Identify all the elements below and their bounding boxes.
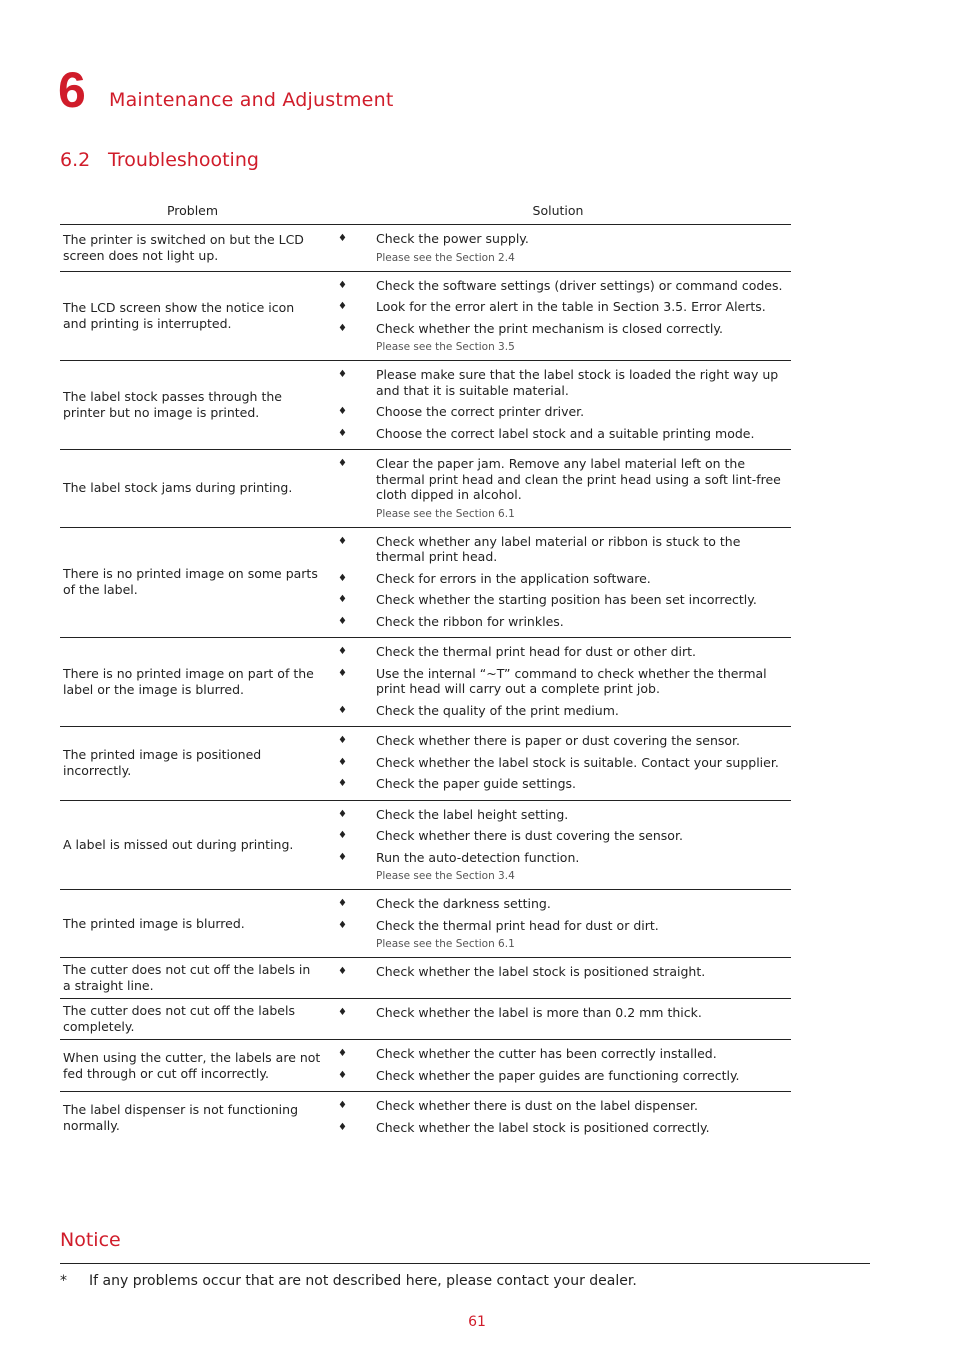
page-number: 61 <box>468 1314 486 1330</box>
diamond-bullet-icon: ♦ <box>338 458 347 469</box>
problem-cell <box>60 1040 325 1091</box>
diamond-bullet-icon: ♦ <box>338 756 347 768</box>
header-solution: Solution <box>532 203 584 218</box>
problem-text: There is no printed image on part of the label or the image is blurred. <box>63 666 314 697</box>
header-problem: Problem <box>166 203 219 218</box>
table-row <box>60 450 791 528</box>
solution-cell <box>325 1092 791 1143</box>
diamond-bullet-icon: ♦ <box>338 369 347 380</box>
table-row <box>60 801 791 891</box>
table-row <box>60 958 791 999</box>
solution-text: Check the ribbon for wrinkles. <box>376 613 564 629</box>
solution-item <box>325 850 791 866</box>
solution-text: Choose the correct printer driver. <box>376 404 585 419</box>
problem-text: A label is missed out during printing. <box>63 836 294 852</box>
solution-item <box>325 321 791 337</box>
problem-cell <box>60 272 325 361</box>
section-reference: Please see the Section 2.4 <box>376 251 515 264</box>
solution-item <box>325 278 791 294</box>
table-row <box>60 999 791 1040</box>
solution-text: Run the auto-detection function. <box>376 849 580 865</box>
section-reference: Please see the Section 6.1 <box>376 507 515 520</box>
solution-item <box>325 666 791 697</box>
solution-item <box>325 828 791 844</box>
problem-cell <box>60 890 325 957</box>
solution-item <box>325 755 791 771</box>
solution-item <box>325 299 791 315</box>
problem-cell <box>60 361 325 449</box>
solution-item <box>325 1046 791 1062</box>
problem-cell <box>60 727 325 800</box>
problem-text: There is no printed image on some parts of the label. <box>63 566 318 598</box>
solution-cell <box>325 801 791 890</box>
solution-item <box>325 733 791 749</box>
notice-item <box>60 1273 637 1289</box>
solution-item <box>325 918 791 934</box>
diamond-bullet-icon: ♦ <box>338 572 347 584</box>
solution-item <box>325 1120 791 1136</box>
solution-cell <box>325 727 791 800</box>
table-row <box>60 638 791 727</box>
solution-text: Check the label height setting. <box>376 806 569 822</box>
table-row <box>60 528 791 639</box>
section-heading <box>60 149 259 171</box>
solution-text: Check whether the print mechanism is closed correctly. <box>376 320 723 336</box>
solution-cell <box>325 958 791 998</box>
diamond-bullet-icon: ♦ <box>338 535 347 547</box>
solution-item <box>325 964 791 980</box>
solution-text: Check whether the paper guides are functioning correctly. <box>376 1067 740 1083</box>
diamond-bullet-icon: ♦ <box>338 1069 347 1081</box>
solution-item <box>325 807 791 823</box>
notice-divider <box>60 1263 870 1264</box>
solution-item <box>325 571 791 587</box>
diamond-bullet-icon: ♦ <box>338 1121 347 1133</box>
solution-item <box>325 592 791 608</box>
solution-cell <box>325 225 791 271</box>
solution-item <box>325 456 791 503</box>
problem-text: The label stock passes through the printer but no image is printed. <box>63 389 282 420</box>
asterisk-mark: * <box>60 1273 67 1289</box>
section-reference: Please see the Section 6.1 <box>376 938 515 950</box>
diamond-bullet-icon: ♦ <box>338 667 347 679</box>
problem-text: The printed image is positioned incorrectly. <box>63 747 262 779</box>
solution-item <box>325 703 791 719</box>
diamond-bullet-icon: ♦ <box>338 233 347 244</box>
diamond-bullet-icon: ♦ <box>338 919 347 931</box>
solution-text: Check whether the starting position has been set incorrectly. <box>376 592 757 607</box>
diamond-bullet-icon: ♦ <box>338 808 347 820</box>
diamond-bullet-icon: ♦ <box>338 898 347 909</box>
solution-text: Check whether the label stock is positioned straight. <box>376 964 706 979</box>
solution-text: Check whether any label material or ribbon is stuck to the thermal print head. <box>376 533 741 564</box>
solution-text: Check whether there is dust on the label dispenser. <box>376 1098 699 1113</box>
problem-text: The printer is switched on but the LCD screen does not light up. <box>63 231 304 263</box>
solution-text: Check whether the label stock is positioned correctly. <box>376 1119 710 1135</box>
problem-cell <box>60 999 325 1039</box>
solution-text: Check the darkness setting. <box>376 896 551 911</box>
solution-text: Check whether the label is more than 0.2 mm thick. <box>376 1005 702 1020</box>
solution-text: Choose the correct label stock and a suitable printing mode. <box>376 425 755 441</box>
diamond-bullet-icon: ♦ <box>338 851 347 863</box>
diamond-bullet-icon: ♦ <box>338 735 347 746</box>
table-row <box>60 1040 791 1092</box>
solution-item <box>325 426 791 442</box>
solution-item <box>325 776 791 792</box>
problem-text: The LCD screen show the notice icon and printing is interrupted. <box>63 299 295 331</box>
diamond-bullet-icon: ♦ <box>338 615 347 627</box>
section-reference: Please see the Section 3.5 <box>376 341 515 353</box>
solution-text: Check the thermal print head for dust or dirt. <box>376 917 659 933</box>
solution-text: Check the quality of the print medium. <box>376 702 619 718</box>
solution-text: Please make sure that the label stock is loaded the right way up and that it is suitable material. <box>376 367 779 398</box>
diamond-bullet-icon: ♦ <box>338 1100 347 1111</box>
problem-cell <box>60 450 325 527</box>
table-row <box>60 225 791 272</box>
solution-text: Clear the paper jam. Remove any label material left on the thermal print head and clean the print head using a soft lint-free cloth dipped in alcohol. <box>376 456 781 502</box>
solution-cell <box>325 999 791 1039</box>
chapter-number: 6 <box>58 62 86 118</box>
diamond-bullet-icon: ♦ <box>338 1048 347 1059</box>
solution-item <box>325 367 791 398</box>
solution-cell <box>325 361 791 449</box>
problem-text: The label dispenser is not functioning normally. <box>63 1101 299 1133</box>
solution-cell <box>325 528 791 638</box>
solution-item <box>325 534 791 565</box>
solution-cell <box>325 890 791 957</box>
solution-cell <box>325 450 791 527</box>
problem-cell <box>60 225 325 271</box>
notice-title: Notice <box>60 1229 121 1251</box>
problem-cell <box>60 638 325 726</box>
solution-item <box>325 614 791 630</box>
solution-text: Check the software settings (driver settings) or command codes. <box>376 277 783 293</box>
solution-cell <box>325 638 791 726</box>
solution-item <box>325 644 791 660</box>
diamond-bullet-icon: ♦ <box>338 594 347 605</box>
problem-text: The cutter does not cut off the labels in a straight line. <box>63 962 311 993</box>
solution-text: Use the internal “~T” command to check whether the thermal print head will carry out a complete print job. <box>376 665 767 696</box>
solution-text: Check whether there is dust covering the sensor. <box>376 828 683 843</box>
solution-item <box>325 231 791 247</box>
problem-text: When using the cutter, the labels are not fed through or cut off incorrectly. <box>63 1049 321 1081</box>
table-row <box>60 272 791 362</box>
problem-text: The label stock jams during printing. <box>63 480 293 496</box>
diamond-bullet-icon: ♦ <box>338 966 347 977</box>
solution-cell <box>325 272 791 361</box>
solution-text: Check the power supply. <box>376 231 529 246</box>
section-title: Troubleshooting <box>108 149 259 171</box>
table-row <box>60 1092 791 1143</box>
diamond-bullet-icon: ♦ <box>338 427 347 439</box>
solution-item <box>325 896 791 912</box>
table-row <box>60 727 791 801</box>
diamond-bullet-icon: ♦ <box>338 704 347 716</box>
solution-text: Check the thermal print head for dust or other dirt. <box>376 644 697 659</box>
diamond-bullet-icon: ♦ <box>338 322 347 334</box>
diamond-bullet-icon: ♦ <box>338 301 347 312</box>
table-row <box>60 361 791 450</box>
problem-cell <box>60 1092 325 1143</box>
troubleshooting-table <box>60 225 791 1143</box>
problem-cell <box>60 958 325 998</box>
solution-item <box>325 1005 791 1021</box>
solution-text: Check whether there is paper or dust covering the sensor. <box>376 733 741 748</box>
solution-item <box>325 1098 791 1114</box>
problem-text: The printed image is blurred. <box>63 915 245 931</box>
problem-text: The cutter does not cut off the labels completely. <box>63 1003 295 1034</box>
solution-text: Check the paper guide settings. <box>376 776 576 791</box>
table-header <box>60 198 791 225</box>
diamond-bullet-icon: ♦ <box>338 830 347 841</box>
problem-cell <box>60 801 325 890</box>
solution-text: Check for errors in the application software. <box>376 570 651 586</box>
solution-item <box>325 1068 791 1084</box>
solution-text: Check whether the label stock is suitable. Contact your supplier. <box>376 754 779 770</box>
section-number: 6.2 <box>60 149 91 171</box>
table-row <box>60 890 791 958</box>
section-reference: Please see the Section 3.4 <box>376 870 515 882</box>
notice-text: If any problems occur that are not described here, please contact your dealer. <box>89 1273 637 1289</box>
diamond-bullet-icon: ♦ <box>338 406 347 417</box>
solution-cell <box>325 1040 791 1091</box>
diamond-bullet-icon: ♦ <box>338 1007 347 1018</box>
solution-item <box>325 404 791 420</box>
diamond-bullet-icon: ♦ <box>338 279 347 291</box>
diamond-bullet-icon: ♦ <box>338 778 347 789</box>
chapter-title: Maintenance and Adjustment <box>109 89 394 111</box>
solution-text: Look for the error alert in the table in Section 3.5. Error Alerts. <box>376 299 766 314</box>
diamond-bullet-icon: ♦ <box>338 646 347 657</box>
problem-cell <box>60 528 325 638</box>
solution-text: Check whether the cutter has been correctly installed. <box>376 1046 717 1061</box>
